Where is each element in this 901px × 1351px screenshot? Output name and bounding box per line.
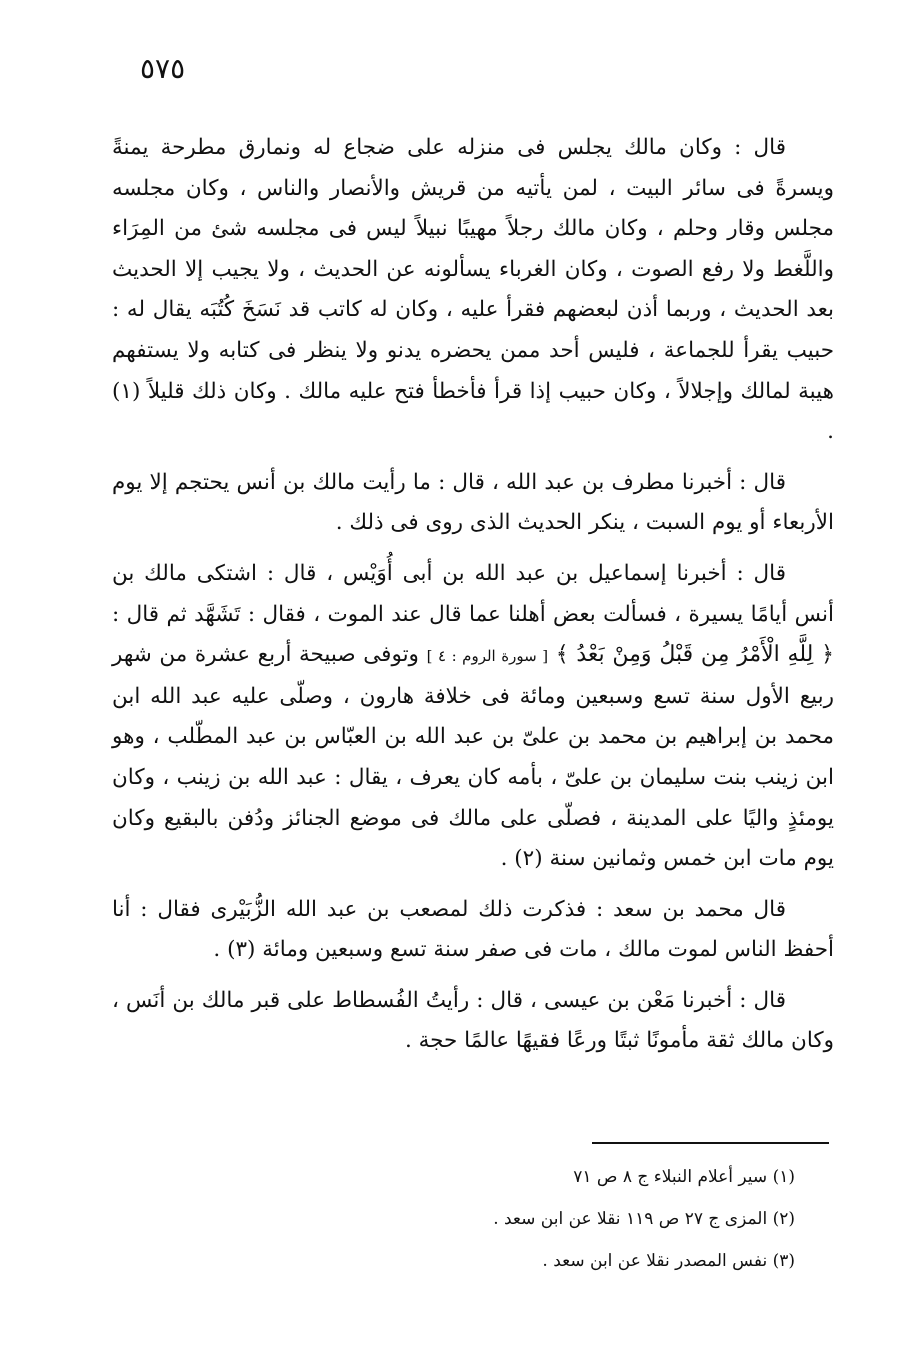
paragraph-majlis: قال : وكان مالك يجلس فى منزله على ضجاع له ونمارق مطرحة يمنةً ويسرةً فى سائر البيت ، لمن يأتيه من قريش والأنصار والناس ، وكان مجلسه مجلس وقار وحلم ، وكان مالك رجلاً مهيبًا نبيلاً ليس فى مجلسه شئ من المِرَاء واللَّغط ولا رفع الصوت ، وكان الغرباء يسألونه عن الحديث ، ولا يجيب إلا الحديث بعد الحديث ، وربما أذن لبعضهم فقرأ عليه ، وكان له كاتب قد نَسَخَ كُتُبَه يقال له : حبيب يقرأ للجماعة ، فليس أحد ممن يحضره يدنو ولا ينظر فى كتابه ولا يستفهم هيبة لمالك وإجلالاً ، وكان حبيب إذا قرأ فأخطأ فتح عليه مالك . وكان ذلك قليلاً (١) .	[112, 135, 834, 445]
death-text-after-verse: وتوفى صبيحة أربع عشرة من شهر ربيع الأول سنة تسع وسبعين ومائة فى خلافة هارون ، وصلّى عليه عبد الله ابن محمد بن إبراهيم بن محمد بن علىّ بن عبد الله بن العبّاس بن عبد المطّلب ، وهو ابن زينب بنت سليمان بن علىّ ، بأمه كان يعرف ، يقال : عبد الله بن زينب ، وكان يومئذٍ واليًا على المدينة ، فصلّى على مالك فى موضع الجنائز ودُفن بالبقيع وكان يوم مات ابن خمس وثمانين سنة (٢) .	[112, 642, 834, 872]
page-number: ٥٧٥	[140, 52, 186, 85]
footnote-divider	[592, 1142, 829, 1144]
paragraph-hijama: قال : أخبرنا مطرف بن عبد الله ، قال : ما رأيت مالك بن أنس يحتجم إلا يوم الأربعاء أو يوم السبت ، ينكر الحديث الذى روى فى ذلك .	[112, 469, 834, 536]
paragraph-grave: قال : أخبرنا مَعْن بن عيسى ، قال : رأيتُ الفُسطاط على قبر مالك بن أنَس ، وكان مالك ثقة مأمونًا ثبتًا ورعًا فقيهًا عالمًا حجة .	[112, 987, 834, 1054]
paragraph-death-date: قال محمد بن سعد : فذكرت ذلك لمصعب بن عبد الله الزُّبَيْرى فقال : أنا أحفظ الناس لموت مالك ، مات فى صفر سنة تسع وسبعين ومائة (٣) .	[112, 896, 834, 963]
quran-verse: ﴿ لِلَّهِ الْأَمْرُ مِن قَبْلُ وَمِنْ بَعْدُ ﴾	[555, 642, 834, 668]
footnotes	[300, 1156, 795, 1282]
footnote-1: (١) سير أعلام النبلاء ج ٨ ص ٧١	[573, 1167, 795, 1187]
death-text-before-verse: قال : أخبرنا إسماعيل بن عبد الله بن أبى أُوَيْس ، قال : اشتكى مالك بن أنس أيامًا يسيرة ، فسألت بعض أهلنا عما قال عند الموت ، فقال : تَشَهَّد ثم قال :	[112, 560, 834, 627]
footnote-3: (٣) نفس المصدر نقلا عن ابن سعد .	[542, 1251, 795, 1271]
body-text	[112, 128, 834, 1072]
footnote-2: (٢) المزى ج ٢٧ ص ١١٩ نقلا عن ابن سعد .	[493, 1209, 795, 1229]
verse-reference: [ سورة الروم : ٤ ]	[426, 647, 549, 666]
paragraph-death	[112, 554, 834, 880]
